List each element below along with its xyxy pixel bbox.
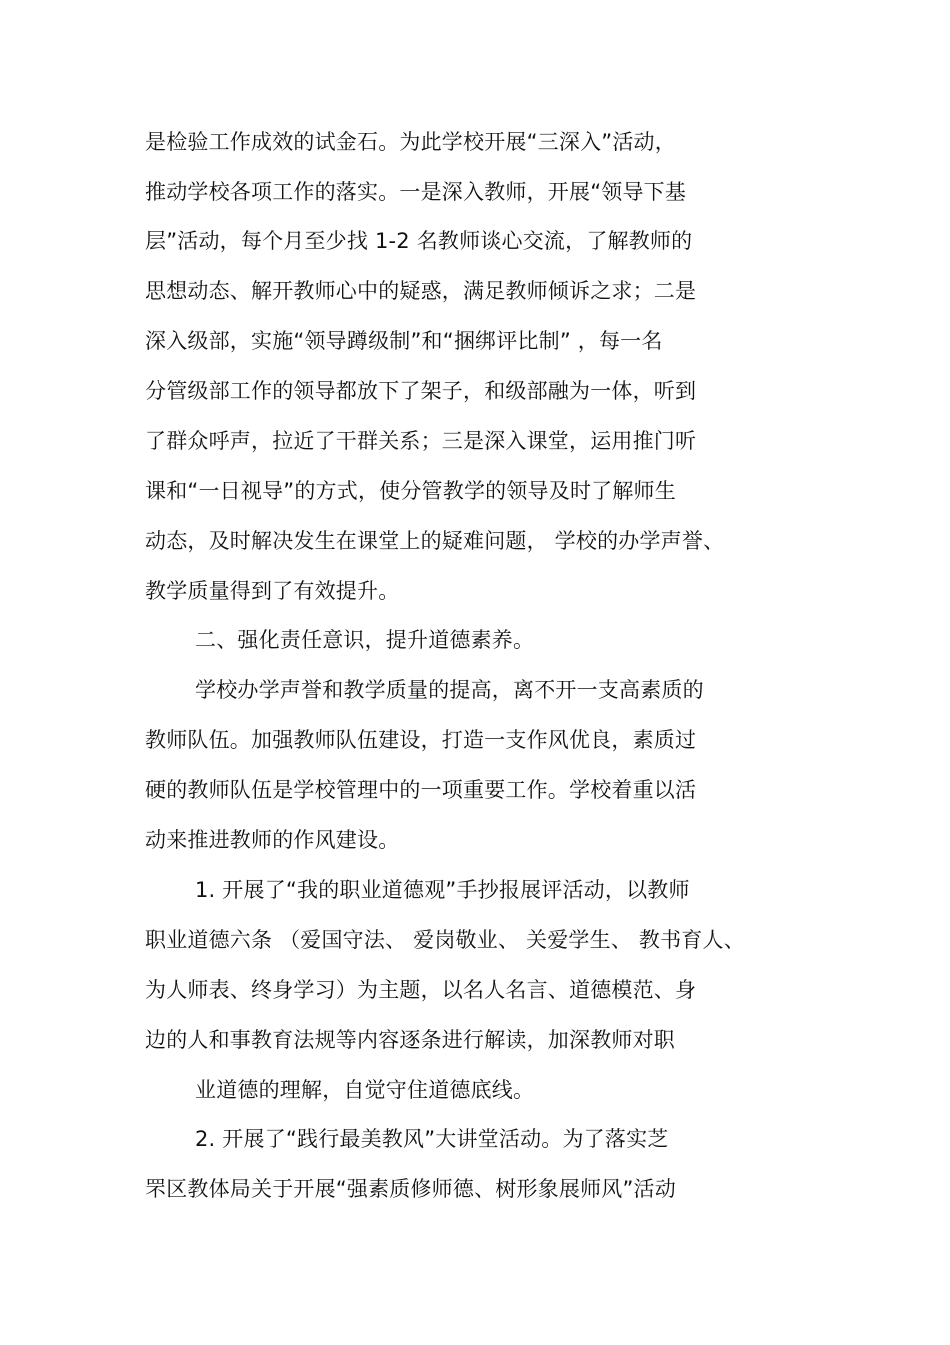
text-line: 了群众呼声，拉近了干群关系；三是深入课堂，运用推门听 xyxy=(145,429,697,453)
text-line: 层”活动，每个月至少找 1-2 名教师谈心交流，了解教师的 xyxy=(145,229,693,253)
text-line: 动来推进教师的作风建设。 xyxy=(145,828,400,852)
text-line: 推动学校各项工作的落实。一是深入教师，开展“领导下基 xyxy=(145,180,687,204)
text-line: 职业道德六条 （爱国守法、 爱岗敬业、 关爱学生、 教书育人、 xyxy=(145,928,745,952)
text-line: 课和“一日视导”的方式，使分管教学的领导及时了解师生 xyxy=(145,479,676,503)
text-line: 是检验工作成效的试金石。为此学校开展“三深入”活动， xyxy=(145,130,676,154)
text-line: 分管级部工作的领导都放下了架子，和级部融为一体，听到 xyxy=(145,379,697,403)
text-line: 边的人和事教育法规等内容逐条进行解读，加深教师对职 xyxy=(145,1028,675,1052)
text-line: 学校办学声誉和教学质量的提高，离不开一支高素质的 xyxy=(195,678,704,702)
text-line: 2. 开展了“践行最美教风”大讲堂活动。为了落实芝 xyxy=(195,1127,669,1151)
text-line: 动态，及时解决发生在课堂上的疑难问题， 学校的办学声誉、 xyxy=(145,529,725,553)
text-line: 思想动态、解开教师心中的疑惑，满足教师倾诉之求；二是 xyxy=(145,279,697,303)
text-line: 教学质量得到了有效提升。 xyxy=(145,579,400,603)
text-line: 为人师表、终身学习）为主题，以名人名言、道德模范、身 xyxy=(145,978,697,1002)
text-line: 深入级部，实施“领导蹲级制”和“捆绑评比制” ，每一名 xyxy=(145,329,663,353)
text-line: 教师队伍。加强教师队伍建设，打造一支作风优良，素质过 xyxy=(145,728,697,752)
text-line: 硬的教师队伍是学校管理中的一项重要工作。学校着重以活 xyxy=(145,778,697,802)
text-line: 罘区教体局关于开展“强素质修师德、树形象展师风”活动 xyxy=(145,1177,676,1201)
section-heading: 二、强化责任意识，提升道德素养。 xyxy=(195,628,535,652)
text-line: 1. 开展了“我的职业道德观”手抄报展评活动，以教师 xyxy=(195,878,690,902)
text-line: 业道德的理解，自觉守住道德底线。 xyxy=(195,1078,535,1102)
